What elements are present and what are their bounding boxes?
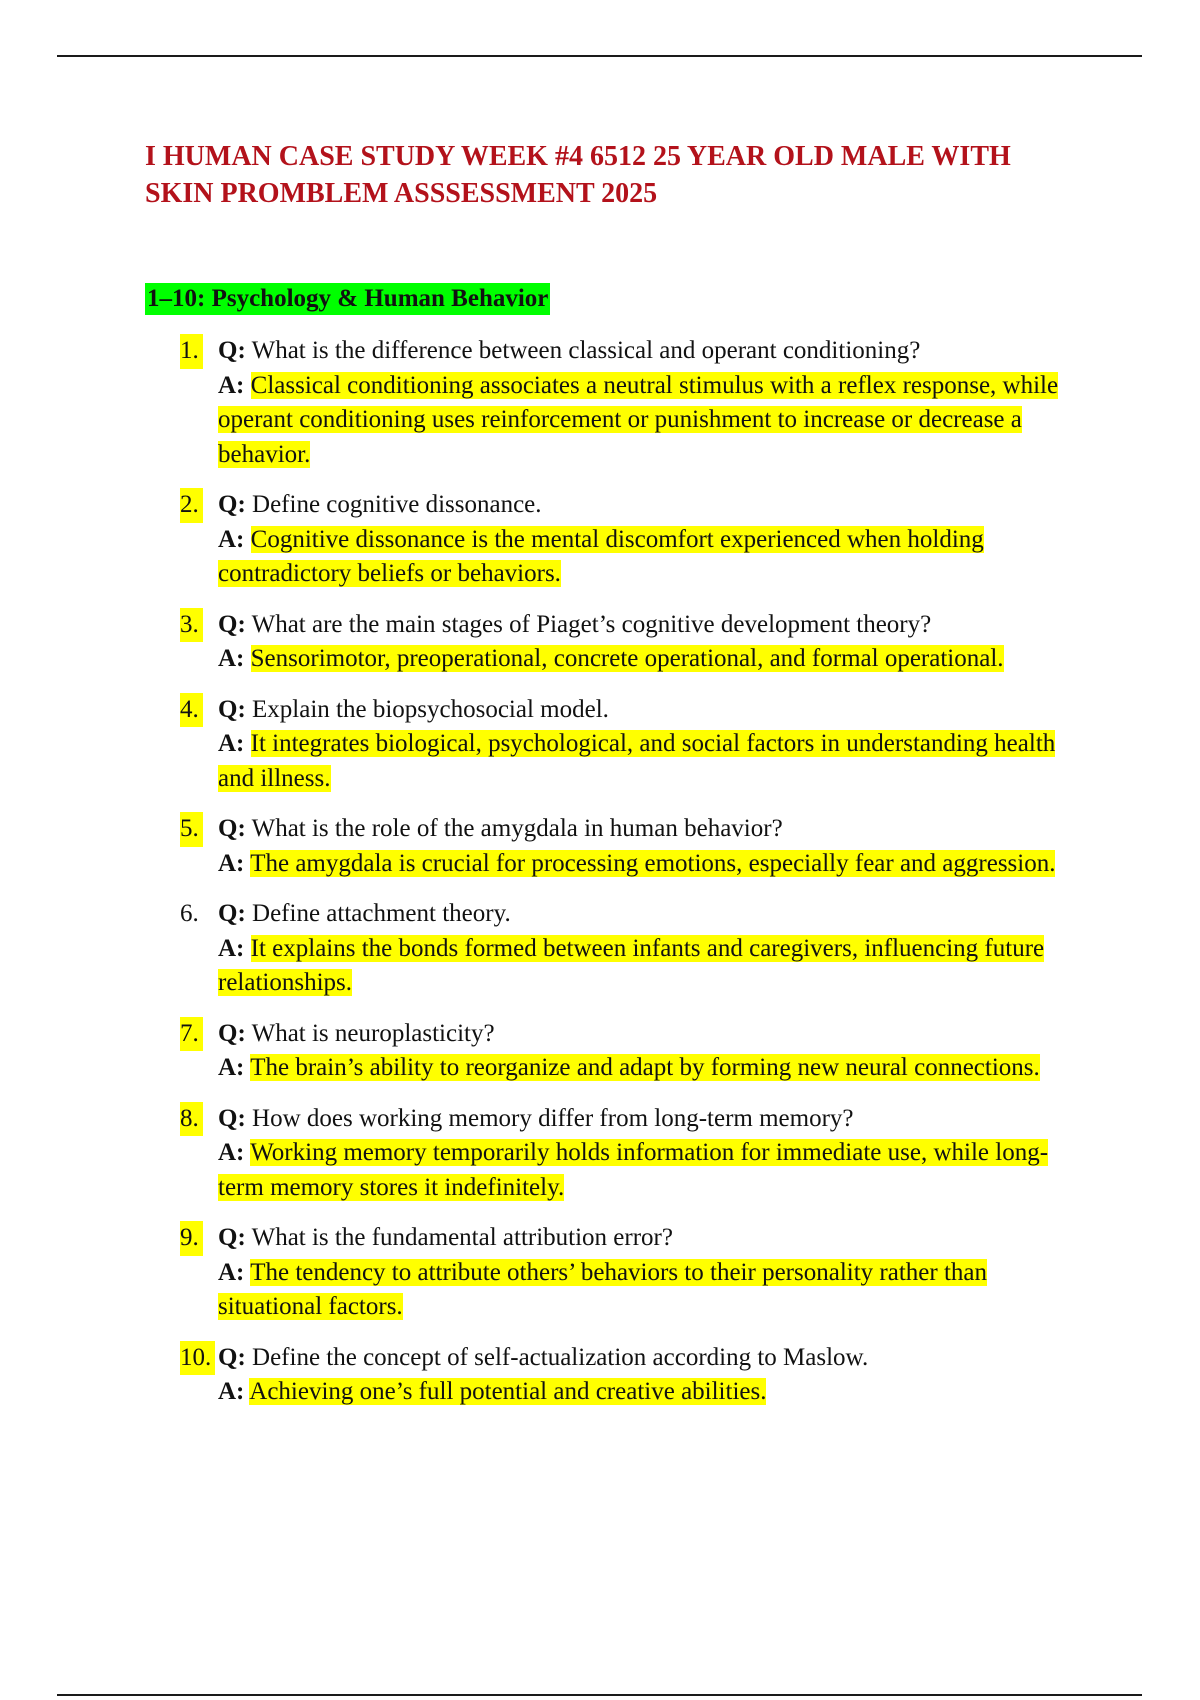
question-line (218, 488, 1080, 523)
qa-item (180, 693, 1080, 797)
answer-line (218, 369, 1080, 473)
qa-item (180, 1341, 1080, 1410)
answer-text: The amygdala is crucial for processing emotions, especially fear and aggression. (250, 849, 1056, 877)
question-label: Q: (218, 900, 246, 927)
answer-text: It explains the bonds formed between infants and caregivers, influencing future relationships. (218, 934, 1045, 996)
answer-line (218, 932, 1080, 1001)
qa-item (180, 608, 1080, 677)
answer-label: A: (218, 525, 245, 553)
question-text: Define cognitive dissonance. (252, 491, 542, 518)
qa-item (180, 897, 1080, 1001)
answer-line (218, 847, 1080, 882)
question-text: What is the fundamental attribution error? (251, 1224, 673, 1251)
bottom-rule (57, 1694, 1142, 1696)
question-label: Q: (218, 610, 246, 638)
question-line (218, 693, 1080, 728)
question-number: 5. (180, 812, 203, 847)
answer-text: Sensorimotor, preoperational, concrete operational, and formal operational. (250, 645, 1004, 672)
answer-text: The tendency to attribute others’ behaviors to their personality rather than situational factors. (218, 1258, 987, 1320)
answer-label: A: (218, 1054, 245, 1081)
document-title: I HUMAN CASE STUDY WEEK #4 6512 25 YEAR OLD MALE WITH SKIN PROMBLEM ASSSESSMENT 2025 (145, 141, 1011, 209)
qa-list (180, 334, 1080, 1426)
question-number: 7. (180, 1017, 203, 1052)
answer-label: A: (218, 849, 245, 877)
question-label: Q: (218, 1104, 246, 1132)
answer-line (218, 727, 1080, 796)
answer-label: A: (218, 1139, 245, 1166)
qa-item (180, 812, 1080, 881)
answer-label: A: (218, 730, 245, 757)
question-label: Q: (218, 1224, 246, 1251)
top-rule (57, 55, 1142, 57)
answer-text: Classical conditioning associates a neutral stimulus with a reflex response, while operant conditioning uses reinforcement or punishment to increase or decrease a behavior. (218, 371, 1059, 468)
question-line (218, 812, 1080, 847)
question-label: Q: (218, 1343, 246, 1371)
question-number: 10. (180, 1341, 215, 1376)
question-line (218, 1102, 1080, 1137)
answer-label: A: (218, 371, 245, 399)
answer-text: Working memory temporarily holds information for immediate use, while long-term memory stores it indefinitely. (218, 1139, 1049, 1201)
question-number: 4. (180, 693, 203, 728)
question-label: Q: (218, 1019, 246, 1047)
answer-text: Achieving one’s full potential and creative abilities. (249, 1378, 767, 1405)
answer-label: A: (218, 1258, 245, 1286)
question-label: Q: (218, 491, 246, 518)
answer-line (218, 1375, 1080, 1410)
question-number: 2. (180, 488, 203, 523)
question-text: Explain the biopsychosocial model. (252, 695, 609, 723)
question-number: 9. (180, 1221, 203, 1256)
question-text: Define the concept of self-actualization according to Maslow. (252, 1343, 869, 1371)
question-text: What is the difference between classical and operant conditioning? (251, 337, 921, 364)
qa-item (180, 334, 1080, 472)
question-text: What is neuroplasticity? (251, 1019, 495, 1047)
question-label: Q: (218, 337, 246, 364)
answer-text: It integrates biological, psychological, and social factors in understanding health and illness. (218, 730, 1056, 792)
qa-item (180, 488, 1080, 592)
answer-label: A: (218, 934, 245, 962)
answer-text: The brain’s ability to reorganize and adapt by forming new neural connections. (250, 1054, 1040, 1081)
question-line (218, 608, 1080, 643)
question-label: Q: (218, 695, 246, 723)
question-number: 3. (180, 608, 203, 643)
question-number: 1. (180, 334, 203, 369)
question-number: 6. (180, 900, 199, 927)
answer-text: Cognitive dissonance is the mental discomfort experienced when holding contradictory beliefs or behaviors. (218, 525, 984, 587)
answer-label: A: (218, 1378, 245, 1405)
question-number: 8. (180, 1102, 203, 1137)
answer-line (218, 523, 1080, 592)
question-text: How does working memory differ from long-term memory? (252, 1104, 854, 1132)
answer-line (218, 1256, 1080, 1325)
question-line (218, 1017, 1080, 1052)
qa-item (180, 1221, 1080, 1325)
section-heading: 1–10: Psychology & Human Behavior (145, 283, 550, 315)
question-line (218, 1221, 1080, 1256)
answer-line (218, 1051, 1080, 1086)
answer-line (218, 642, 1080, 677)
answer-line (218, 1136, 1080, 1205)
qa-item (180, 1017, 1080, 1086)
answer-label: A: (218, 645, 245, 672)
question-line (218, 1341, 1080, 1376)
question-line (218, 334, 1080, 369)
question-text: What are the main stages of Piaget’s cognitive development theory? (251, 610, 932, 638)
question-label: Q: (218, 815, 246, 842)
question-text: Define attachment theory. (252, 900, 511, 927)
question-text: What is the role of the amygdala in human behavior? (251, 815, 783, 842)
question-line (218, 897, 1080, 932)
qa-item (180, 1102, 1080, 1206)
